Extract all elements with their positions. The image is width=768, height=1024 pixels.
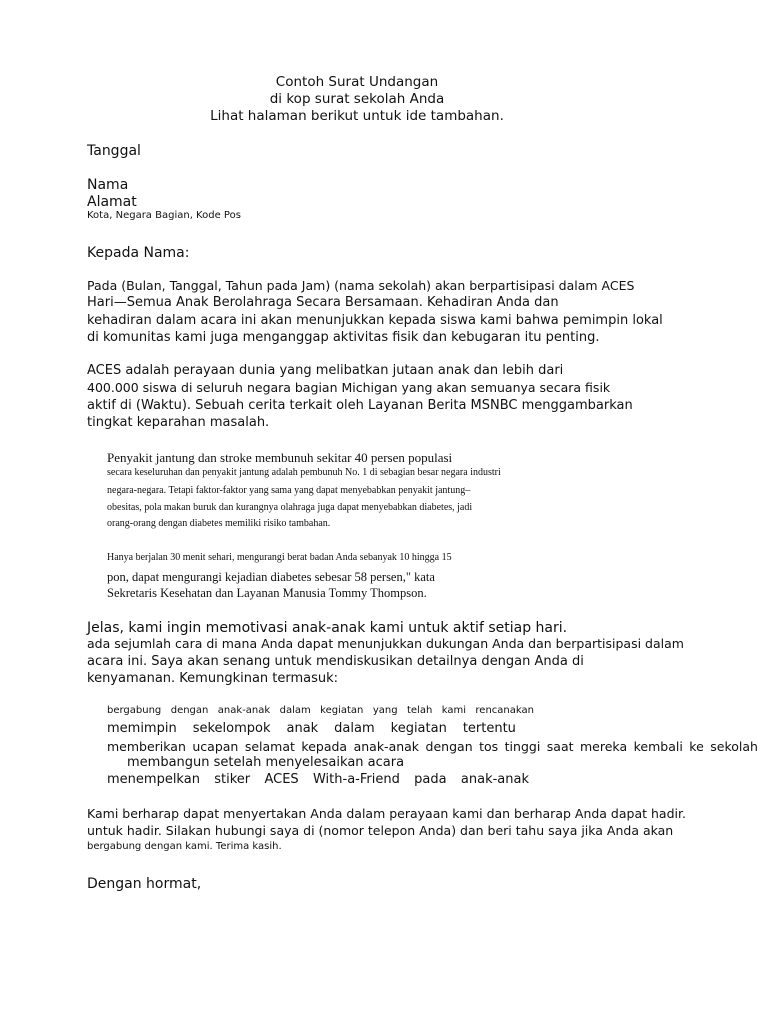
quote-line-5: Hanya berjalan 30 menit sehari, mengurangi berat badan Anda sebanyak 10 hingga 15	[107, 552, 452, 563]
list-word: selamat	[244, 739, 295, 754]
para4-line-1: Kami berharap dapat menyertakan Anda dalam perayaan kami dan berharap Anda dapat hadir.	[87, 806, 686, 821]
para2-line-4: tingkat keparahan masalah.	[87, 415, 270, 430]
list-item-4: membangun setelah menyelesaikan acara	[127, 755, 405, 770]
para3-line-2: ada sejumlah cara di mana Anda dapat menunjukkan dukungan Anda dan berpartisipasi dalam	[87, 636, 684, 651]
quote-line-6: pon, dapat mengurangi kejadian diabetes sebesar 58 persen," kata	[107, 570, 435, 584]
list-word: With-a-Friend	[312, 772, 400, 787]
list-word: bergabung	[107, 705, 162, 716]
list-word: anak-anak	[353, 739, 420, 754]
quote-line-1: secara keseluruhan dan penyakit jantung adalah pembunuh No. 1 di sebagian besar negara industri	[107, 467, 501, 478]
header-line-3: Lihat halaman berikut untuk ide tambahan.	[210, 108, 504, 124]
quote-line-7: Sekretaris Kesehatan dan Layanan Manusia Tommy Thompson.	[107, 586, 427, 600]
list-word: telah	[406, 705, 433, 716]
recipient-city-line: Kota, Negara Bagian, Kode Pos	[87, 210, 241, 221]
list-word: sekolah	[710, 739, 758, 754]
list-word: rencanakan	[475, 705, 534, 716]
quote-line-4: orang-orang dengan diabetes memiliki risiko tambahan.	[107, 518, 331, 529]
para2-line-3: aktif di (Waktu). Sebuah cerita terkait oleh Layanan Berita MSNBC menggambarkan	[87, 398, 633, 413]
list-word: mereka	[580, 739, 628, 754]
list-word: anak	[286, 721, 319, 736]
salutation: Kepada Nama:	[87, 245, 190, 261]
recipient-name: Nama	[87, 177, 129, 193]
para1-line-3: kehadiran dalam acara ini akan menunjukkan kepada siswa kami bahwa pemimpin lokal	[87, 313, 663, 328]
list-word: dengan	[425, 739, 473, 754]
closing: Dengan hormat,	[87, 876, 202, 892]
list-item-5	[107, 773, 529, 788]
list-item-3	[107, 740, 758, 754]
para3-line-3: acara ini. Saya akan senang untuk mendiskusikan detailnya dengan Anda di	[87, 654, 584, 669]
list-word: tertentu	[462, 721, 516, 736]
list-word: memimpin	[107, 721, 177, 736]
list-word: kepada	[301, 739, 348, 754]
list-word: ACES	[264, 772, 299, 787]
para4-line-2: untuk hadir. Silakan hubungi saya di (nomor telepon Anda) dan beri tahu saya jika Anda akan	[87, 823, 674, 838]
list-word: ke	[689, 739, 704, 754]
list-word: stiker	[214, 772, 251, 787]
para4-line-3: bergabung dengan kami. Terima kasih.	[87, 841, 282, 852]
quote-line-3: obesitas, pola makan buruk dan kurangnya olahraga juga dapat menyebabkan diabetes, jadi	[107, 502, 473, 513]
list-word: yang	[372, 705, 398, 716]
quote-line-2: negara-negara. Tetapi faktor-faktor yang sama yang dapat menyebabkan penyakit jantung–	[107, 485, 471, 496]
list-word: dalam	[279, 705, 311, 716]
list-word: tinggi	[504, 739, 541, 754]
list-word: kegiatan	[320, 705, 364, 716]
list-item-1	[107, 705, 534, 717]
header-line-2: di kop surat sekolah Anda	[269, 91, 445, 107]
recipient-address: Alamat	[87, 194, 137, 210]
list-word: sekelompok	[192, 721, 271, 736]
list-word: ucapan	[192, 739, 239, 754]
list-word: memberikan	[107, 739, 186, 754]
list-word: dengan	[170, 705, 209, 716]
list-word: anak-anak	[217, 705, 271, 716]
quote-title: Penyakit jantung dan stroke membunuh sekitar 40 persen populasi	[107, 450, 453, 465]
para1-line-2: Hari—Semua Anak Berolahraga Secara Bersamaan. Kehadiran Anda dan	[87, 295, 559, 310]
para1-line-4: di komunitas kami juga menganggap aktivitas fisik dan kebugaran itu penting.	[87, 330, 600, 345]
para1-line-1: Pada (Bulan, Tanggal, Tahun pada Jam) (nama sekolah) akan berpartisipasi dalam ACES	[87, 278, 635, 293]
para2-line-2: 400.000 siswa di seluruh negara bagian Michigan yang akan semuanya secara fisik	[87, 380, 611, 395]
list-word: anak-anak	[460, 772, 529, 787]
list-word: dalam	[334, 721, 375, 736]
para2-line-1: ACES adalah perayaan dunia yang melibatkan jutaan anak dan lebih dari	[87, 363, 564, 378]
list-word: saat	[546, 739, 574, 754]
list-word: menempelkan	[107, 772, 200, 787]
para3-line-4: kenyamanan. Kemungkinan termasuk:	[87, 671, 339, 686]
para3-line-1: Jelas, kami ingin memotivasi anak-anak kami untuk aktif setiap hari.	[87, 620, 568, 636]
list-item-2	[107, 722, 516, 737]
header-line-1: Contoh Surat Undangan	[275, 74, 439, 90]
list-word: kami	[441, 705, 466, 716]
list-word: kembali	[633, 739, 683, 754]
list-word: pada	[414, 772, 447, 787]
date-label: Tanggal	[87, 143, 141, 159]
list-word: tos	[479, 739, 499, 754]
list-word: kegiatan	[390, 721, 447, 736]
